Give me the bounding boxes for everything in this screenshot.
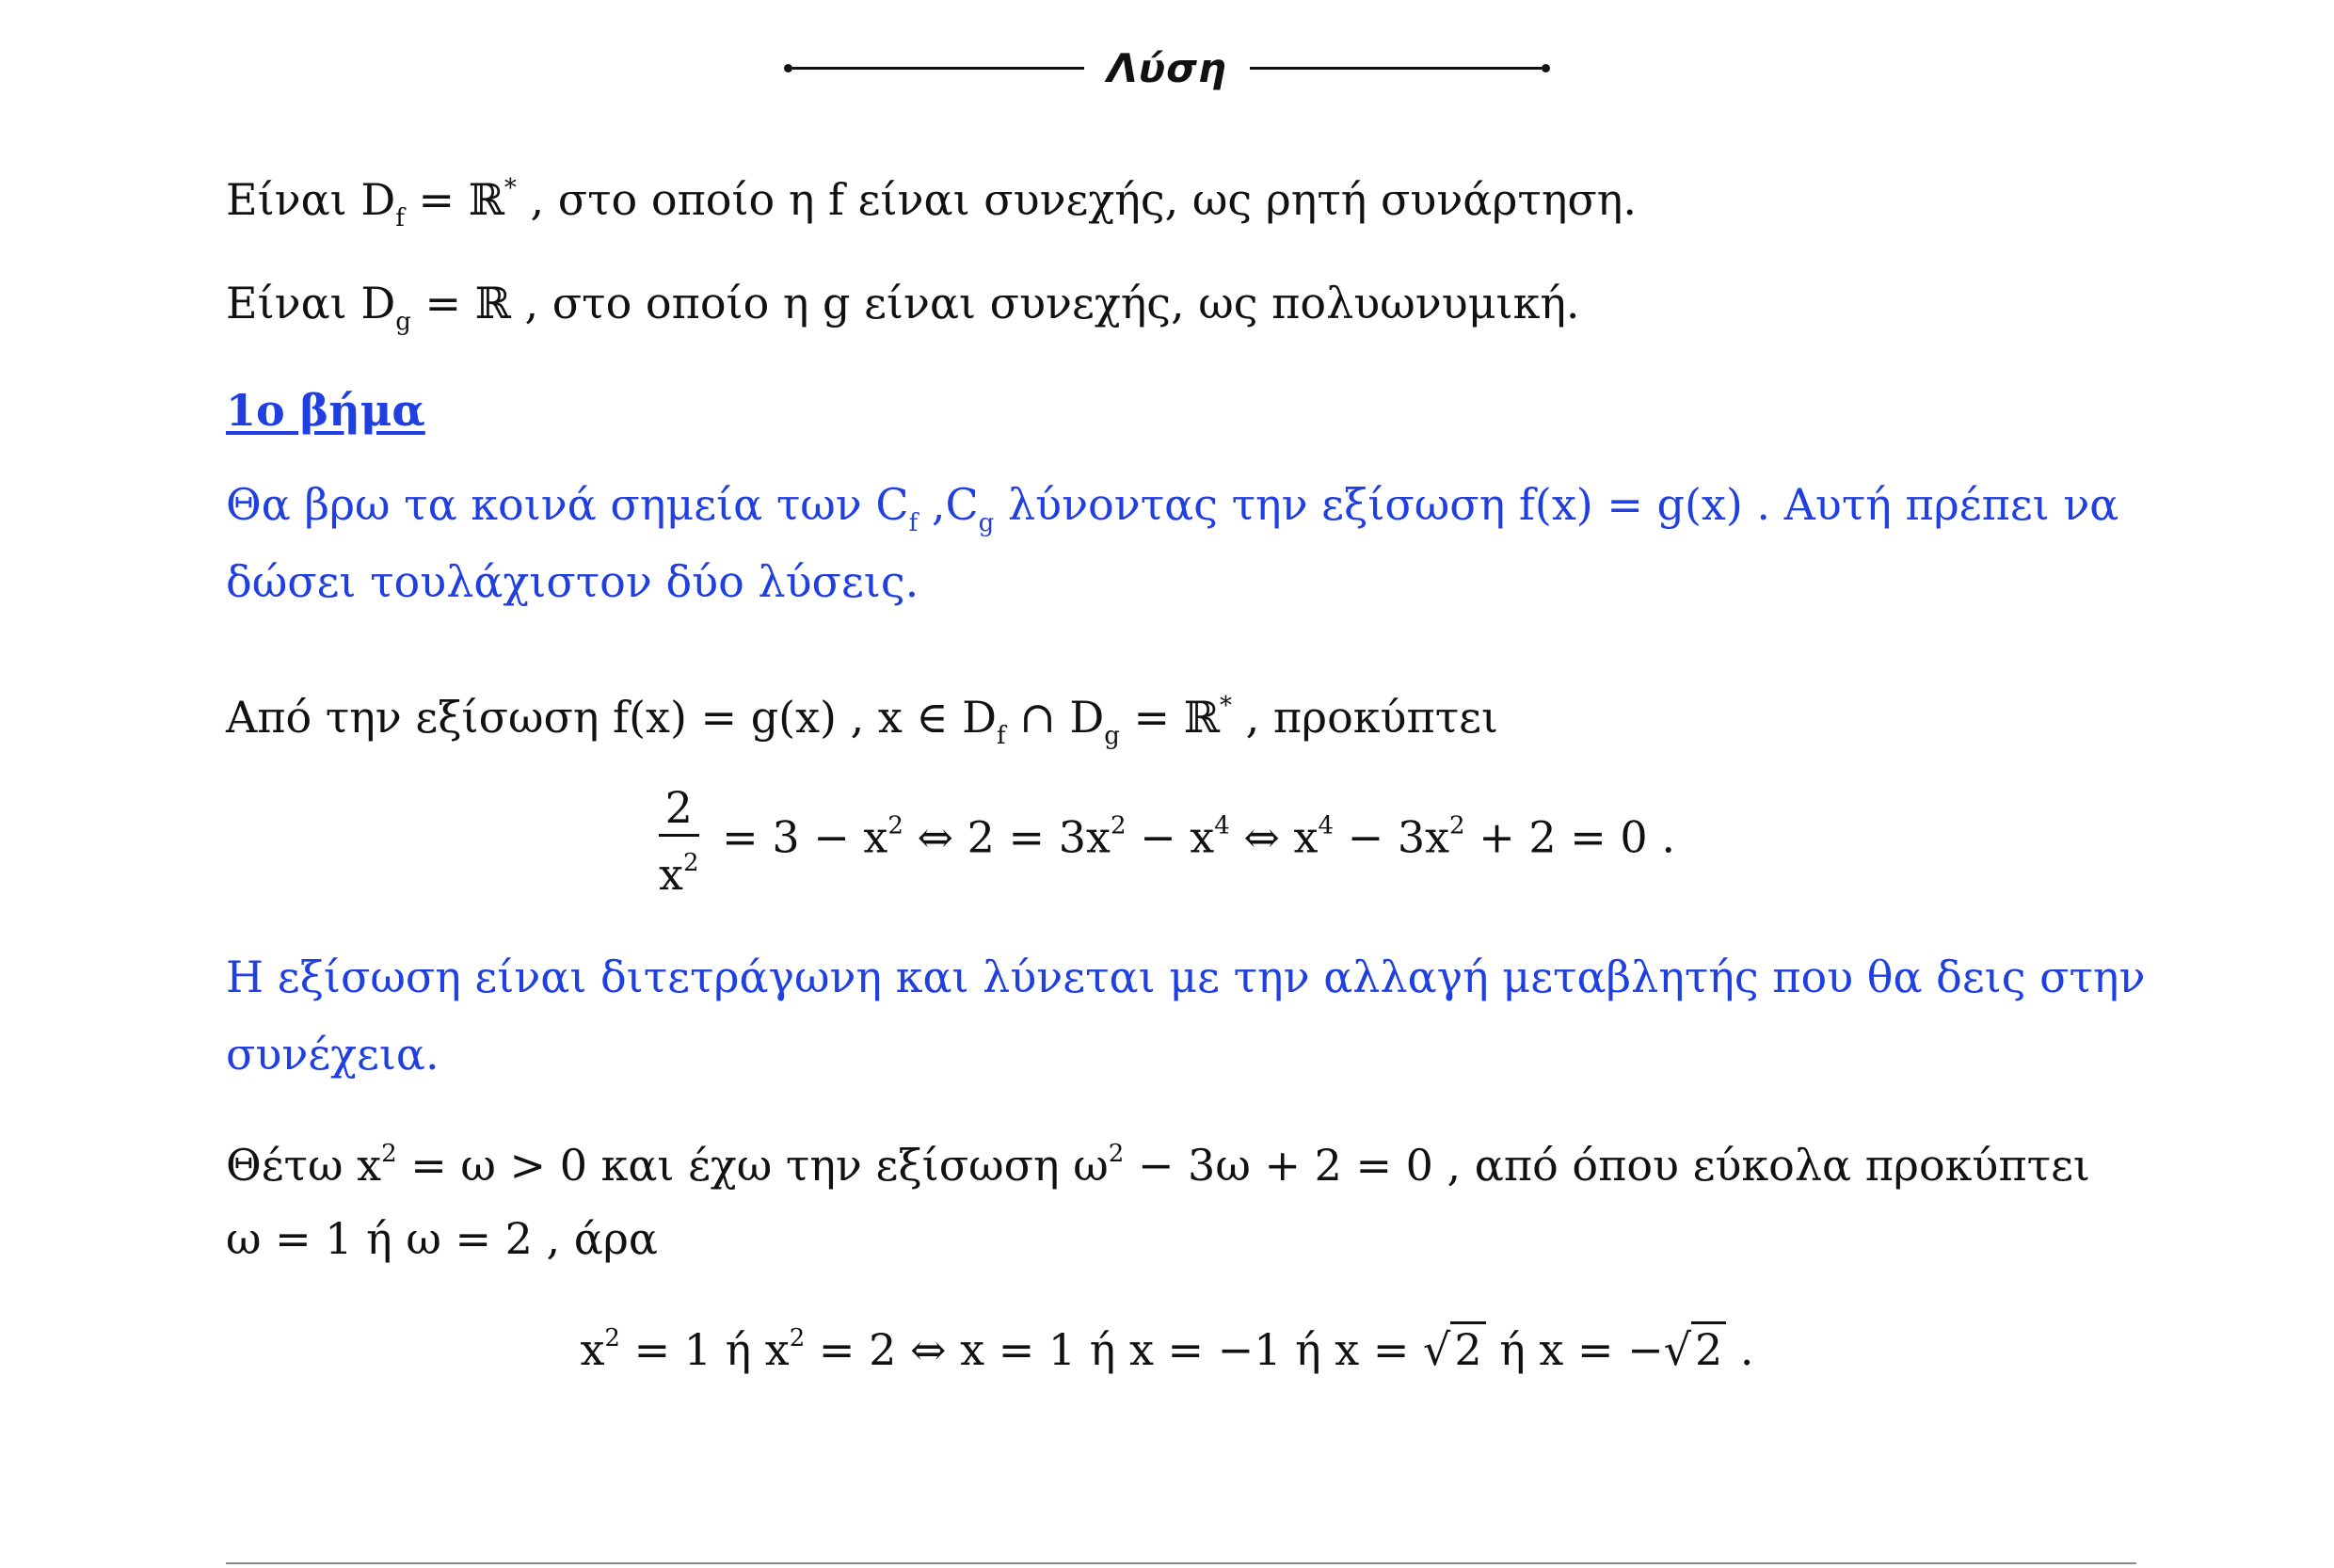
radicand: 2 [1450, 1321, 1485, 1375]
text: . [1726, 1324, 1754, 1375]
paragraph-substitution [226, 1126, 2090, 1193]
subscript: g [978, 509, 995, 537]
text: = ω > 0 και έχω την εξίσωση ω [396, 1140, 1109, 1191]
superscript: 2 [789, 1324, 806, 1352]
math-text: D [360, 174, 396, 225]
text: Θέτω x [226, 1140, 382, 1191]
subscript: f [996, 722, 1006, 750]
text: , [918, 479, 946, 530]
header-rule-left [784, 64, 1084, 72]
blue-note-intersections [226, 476, 2118, 552]
superscript: 2 [682, 849, 699, 877]
blue-note-biquadratic-line2: συνέχεια. [226, 1029, 440, 1080]
footer-divider [226, 1562, 2136, 1564]
text: ή x = − [1485, 1324, 1664, 1375]
header-title: Λύση [1107, 44, 1227, 91]
superscript: 4 [1318, 811, 1335, 840]
paragraph-domain-f [226, 160, 1637, 247]
superscript: 4 [1214, 811, 1230, 840]
text: + 2 = 0 . [1464, 811, 1675, 863]
step-heading: 1ο βήμα [226, 385, 425, 436]
math-text: C [945, 479, 979, 530]
math-text: C [875, 479, 909, 530]
fraction-denominator [659, 837, 699, 901]
math-text: D [360, 278, 396, 328]
equation-solutions [0, 1310, 2334, 1378]
fraction [659, 781, 699, 901]
text: Από την εξίσωση f(x) = g(x) , x ∈ D [226, 692, 997, 743]
text: − x [1126, 811, 1215, 863]
superscript: 2 [604, 1324, 620, 1352]
text: − 3x [1334, 811, 1450, 863]
text: − 3ω + 2 = 0 , από όπου εύκολα προκύπτει [1124, 1140, 2090, 1191]
superscript: 2 [1110, 811, 1127, 840]
subscript: g [1104, 722, 1120, 750]
text: λύνοντας την εξίσωση f(x) = g(x) . Αυτή πρέπει να [994, 479, 2119, 530]
square-root: √2 [1423, 1321, 1486, 1378]
equation-biquadratic [0, 781, 2334, 901]
header-rule-right [1250, 64, 1550, 72]
text: ∩ D [1005, 692, 1105, 743]
text: ⇔ x [1229, 811, 1319, 863]
subscript: g [395, 308, 411, 336]
text: x [580, 1324, 605, 1375]
superscript: 2 [381, 1140, 397, 1168]
superscript: 2 [1449, 811, 1465, 840]
text: , προκύπτει [1231, 692, 1499, 743]
text: = 3 − x [708, 811, 888, 863]
paragraph-substitution-line2: ω = 1 ή ω = 2 , άρα [226, 1213, 658, 1264]
text: Είναι [226, 174, 361, 225]
math-text: = ℝ [404, 174, 504, 225]
blue-note-line2: δώσει τουλάχιστον δύο λύσεις. [226, 556, 919, 607]
paragraph-domain-g [226, 275, 1580, 350]
square-root: √2 [1664, 1321, 1727, 1378]
text: = 1 ή x [619, 1324, 790, 1375]
superscript: 2 [1108, 1140, 1125, 1168]
text: x [659, 849, 683, 900]
superscript: * [504, 174, 517, 202]
text: ⇔ 2 = 3x [903, 811, 1111, 863]
text: Είναι [226, 278, 361, 328]
solution-header [0, 40, 2334, 96]
text: , στο οποίο η g είναι συνεχής, ως πολυωνυμική. [510, 278, 1580, 328]
paragraph-equation-setup [226, 678, 1498, 764]
math-text: = ℝ [410, 278, 511, 328]
superscript: * [1219, 692, 1232, 720]
text: = ℝ [1119, 692, 1220, 743]
subscript: f [908, 509, 919, 537]
text: Θα βρω τα κοινά σημεία των [226, 479, 876, 530]
text: = 2 ⇔ x = 1 ή x = −1 ή x = [805, 1324, 1424, 1375]
superscript: 2 [887, 811, 903, 840]
fraction-numerator: 2 [659, 781, 699, 837]
blue-note-biquadratic: Η εξίσωση είναι διτετράγωνη και λύνεται με την αλλαγή μεταβλητής που θα δεις στην [226, 952, 2146, 1002]
subscript: f [395, 204, 405, 232]
radicand: 2 [1691, 1321, 1726, 1375]
text: , στο οποίο η f είναι συνεχής, ως ρητή συνάρτηση. [516, 174, 1637, 225]
